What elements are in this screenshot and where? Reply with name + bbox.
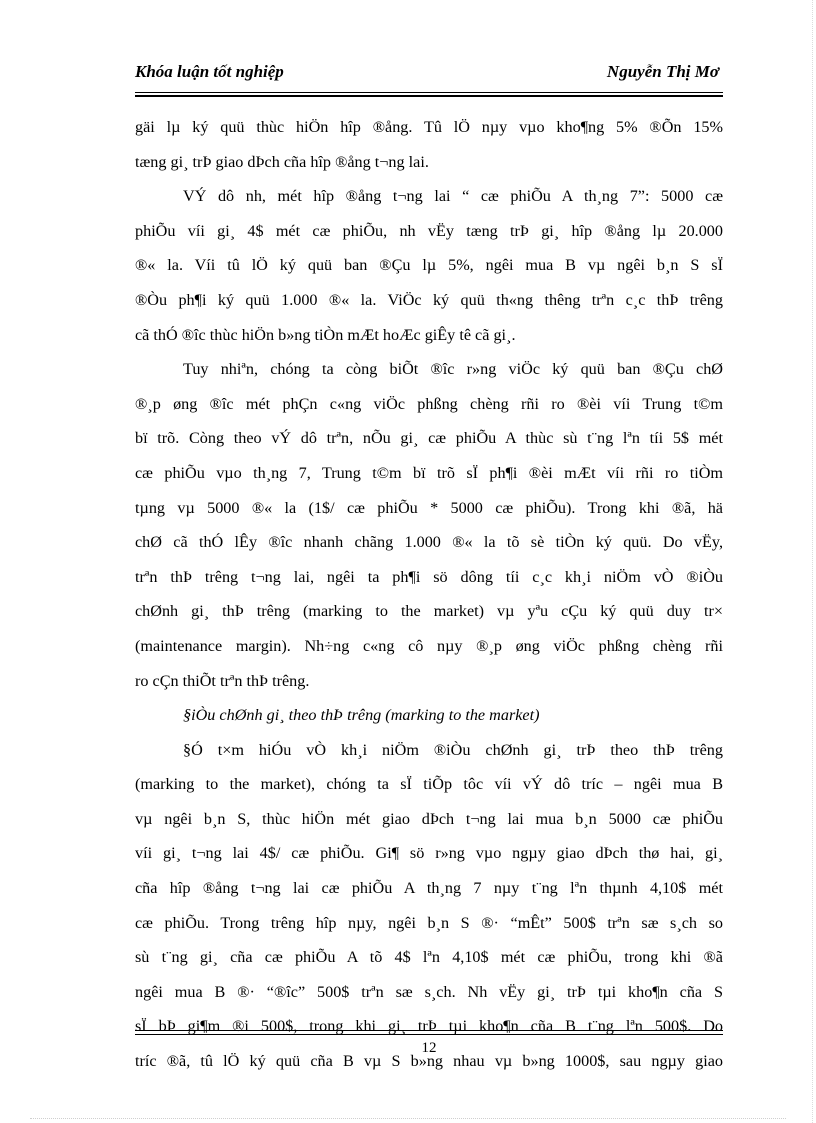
- body-line: ®Òu ph¶i ký quü 1.000 ®« la. ViÖc ký quü th«ng thêng trªn c¸c thÞ trêng: [135, 290, 723, 309]
- body-line: ®« la. Víi tû lÖ ký quü ban ®Çu lµ 5%, ngêi mua B vµ ngêi b¸n S sÏ: [135, 256, 723, 275]
- page-edge-right: [812, 0, 813, 1123]
- body-line: gäi lµ ký quü thùc hiÖn hîp ®ång. Tû lÖ nµy vµo kho¶ng 5% ®Õn 15%: [135, 118, 723, 136]
- body-text: [135, 110, 723, 1079]
- page-edge-bottom: [30, 1118, 786, 1119]
- body-line: ®¸p øng ®îc mét phÇn c«ng viÖc phßng chèng rñi ro ®èi víi Trung t©m: [135, 394, 723, 413]
- body-line: phiÕu víi gi¸ 4$ mét cæ phiÕu, nh vËy tæng trÞ gi¸ hîp ®ång lµ 20.000: [135, 221, 723, 240]
- body-line: cã thÓ ®îc thùc hiÖn b»ng tiÒn mÆt hoÆc giÊy tê cã gi¸.: [135, 325, 516, 344]
- body-line: cæ phiÕu. Trong trêng hîp nµy, ngêi b¸n S ®· “mÊt” 500$ trªn sæ s¸ch so: [135, 913, 723, 932]
- footer-rule-top: [135, 1030, 723, 1031]
- body-line: vµ ngêi b¸n S, thùc hiÖn mét giao dÞch t¬ng lai mua b¸n 5000 cæ phiÕu: [135, 809, 723, 828]
- body-line: Tuy nhiªn, chóng ta còng biÕt ®îc r»ng viÖc ký quü ban ®Çu chØ: [183, 360, 723, 379]
- body-line: ro cÇn thiÕt trªn thÞ trêng.: [135, 671, 310, 690]
- header-rule-bottom: [135, 95, 723, 97]
- body-line: víi gi¸ t¬ng lai 4$/ cæ phiÕu. Gi¶ sö r»ng vµo ngµy giao dÞch thø hai, gi¸: [135, 844, 723, 863]
- body-line: VÝ dô nh, mét hîp ®ång t¬ng lai “ cæ phiÕu A th¸ng 7”: 5000 cæ: [183, 187, 723, 206]
- body-line: trªn thÞ trêng t¬ng lai, ngêi ta ph¶i sö dông tíi c¸c kh¸i niÖm vÒ ®iÒu: [135, 567, 723, 586]
- body-line: tríc ®ã, tû lÖ ký quü cña B vµ S b»ng nhau vµ b»ng 1000$, sau ngµy giao: [135, 1052, 723, 1071]
- header-rule-top: [135, 92, 723, 93]
- body-line: §Ó t×m hiÓu vÒ kh¸i niÖm ®iÒu chØnh gi¸ trÞ theo thÞ trêng: [183, 740, 723, 759]
- body-line: bï trõ. Còng theo vÝ dô trªn, nÕu gi¸ cæ phiÕu A thùc sù t¨ng lªn tíi 5$ mét: [135, 429, 723, 448]
- body-line: cæ phiÕu vµo th¸ng 7, Trung t©m bï trõ sÏ ph¶i ®èi mÆt víi rñi ro tiÒm: [135, 463, 723, 482]
- body-line: (marking to the market), chóng ta sÏ tiÕp tôc víi vÝ dô tríc – ngêi mua B: [135, 775, 723, 794]
- body-line: tæng gi¸ trÞ giao dÞch cña hîp ®ång t¬ng lai.: [135, 152, 429, 171]
- page-number: 12: [421, 1040, 437, 1056]
- header-thesis-title: Khóa luận tốt nghiệp: [135, 62, 284, 81]
- page-header: [135, 62, 723, 90]
- body-line: cña hîp ®ång t¬ng lai cæ phiÕu A th¸ng 7 nµy t¨ng lªn thµnh 4,10$ mét: [135, 879, 723, 898]
- body-line: sù t¨ng gi¸ cña cæ phiÕu A tõ 4$ lªn 4,10$ mét cæ phiÕu, trong khi ®ã: [135, 948, 723, 967]
- body-line: tµng vµ 5000 ®« la (1$/ cæ phiÕu * 5000 cæ phiÕu). Trong khi ®ã, hä: [135, 498, 723, 517]
- body-line: chØ cã thÓ lÊy ®îc nhanh chãng 1.000 ®« la tõ sè tiÒn ký quü. Do vËy,: [135, 533, 723, 552]
- header-author-name: Nguyễn Thị Mơ: [606, 62, 719, 81]
- body-line: ngêi mua B ®· “®îc” 500$ trªn sæ s¸ch. Nh vËy gi¸ trÞ tµi kho¶n cña S: [135, 982, 723, 1001]
- footer-rule-bottom: [135, 1034, 723, 1035]
- section-heading: §iÒu chØnh gi¸ theo thÞ trêng (marking to the market): [183, 706, 540, 725]
- body-line: chØnh gi¸ thÞ trêng (marking to the market) vµ yªu cÇu ký quü duy tr×: [135, 602, 723, 621]
- body-line: sÏ bÞ gi¶m ®i 500$, trong khi gi¸ trÞ tµi kho¶n cña B t¨ng lªn 500$. Do: [135, 1017, 723, 1036]
- body-line: (maintenance margin). Nh÷ng c«ng cô nµy ®¸p øng viÖc phßng chèng rñi: [135, 636, 723, 655]
